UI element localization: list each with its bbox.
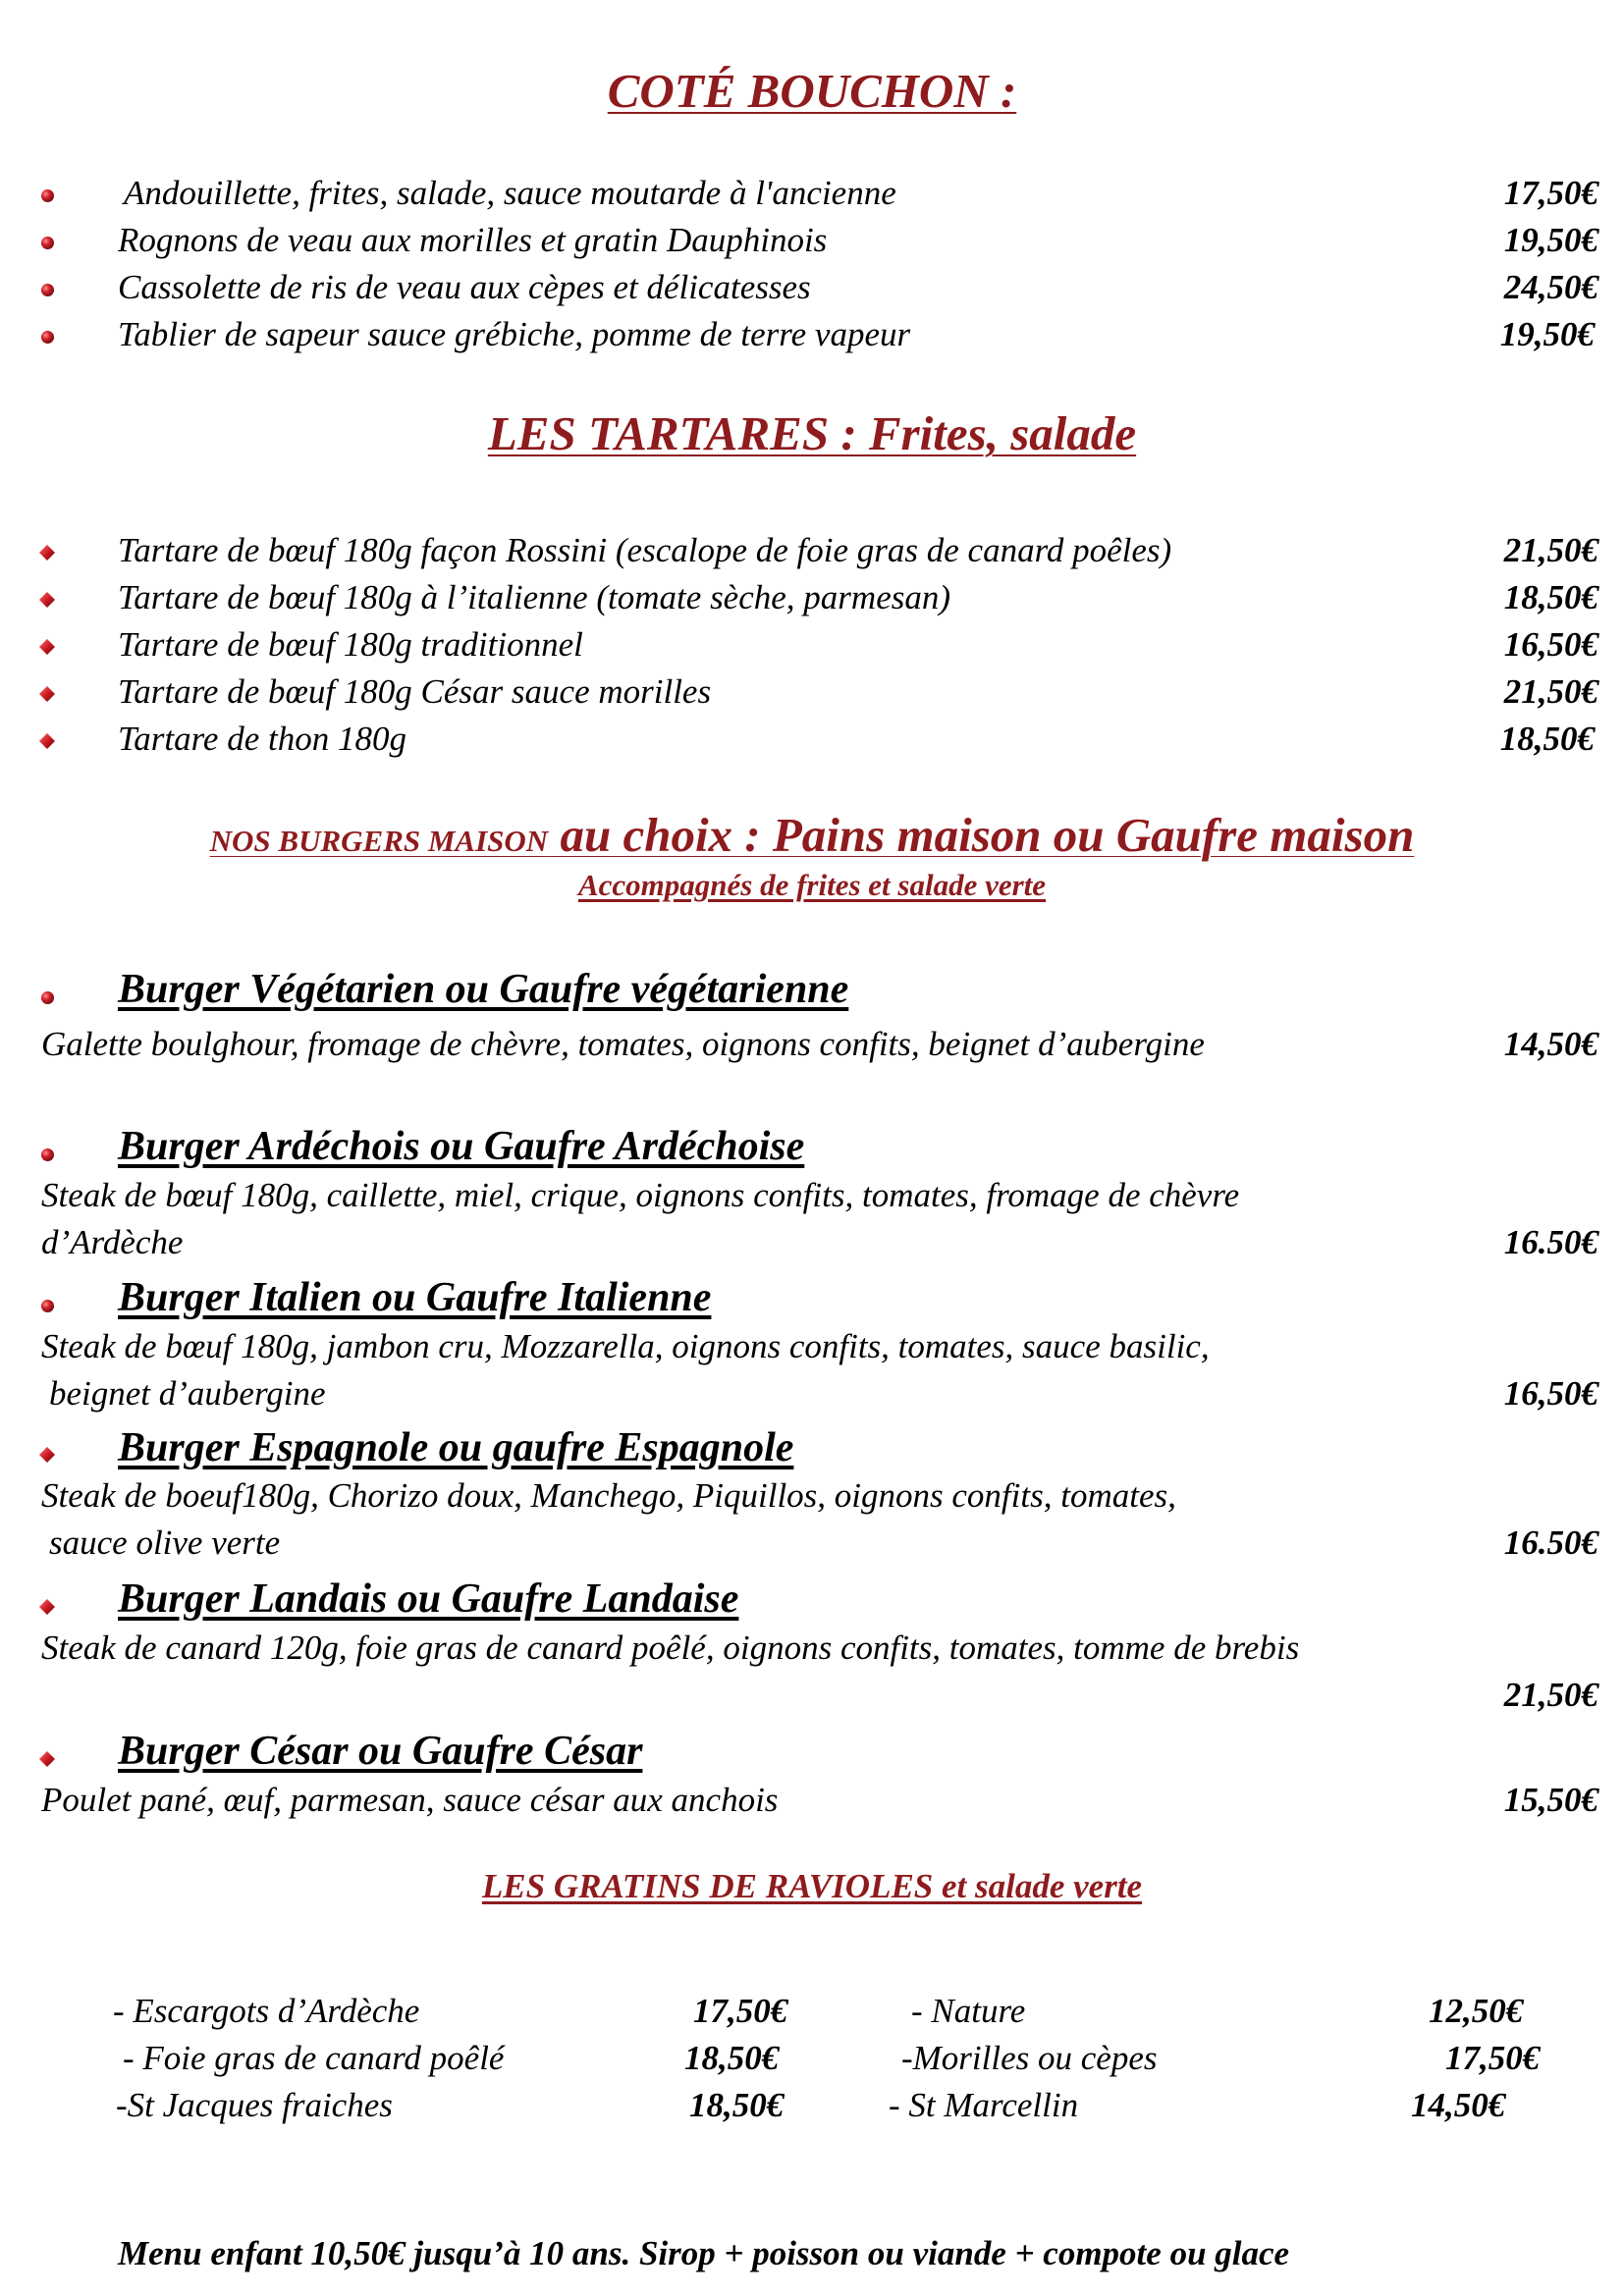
burger-name: Burger Italien ou Gaufre Italienne: [118, 1275, 712, 1320]
gratin-price: 14,50€: [1411, 2086, 1506, 2124]
dish-label: Tartare de bœuf 180g à l’italienne (tomate sèche, parmesan): [118, 578, 950, 616]
gratin-price: 18,50€: [684, 2039, 780, 2077]
red-diamond-bullet-icon: [39, 592, 55, 608]
gratin-label: - Nature: [911, 1992, 1026, 2030]
burger-description: Steak de bœuf 180g, caillette, miel, crique, oignons confits, tomates, fromage de chèvre: [41, 1176, 1240, 1214]
burgers-title-big: au choix : Pains maison ou Gaufre maison: [548, 808, 1415, 862]
burger-name: Burger Ardéchois ou Gaufre Ardéchoise: [118, 1124, 805, 1169]
list-item: [0, 574, 1624, 621]
gratin-price: 17,50€: [693, 1992, 788, 2030]
dish-label: Rognons de veau aux morilles et gratin Dauphinois: [118, 221, 828, 259]
gratin-label: - St Marcellin: [889, 2086, 1079, 2124]
gratin-label: -St Jacques fraiches: [116, 2086, 393, 2124]
red-diamond-bullet-icon: [39, 1599, 55, 1615]
gratin-label: - Escargots d’Ardèche: [113, 1992, 420, 2030]
dish-label: Cassolette de ris de veau aux cèpes et délicatesses: [118, 268, 811, 306]
dish-label: Tartare de bœuf 180g César sauce morilles: [118, 672, 712, 711]
gratin-price: 17,50€: [1445, 2039, 1541, 2077]
list-item: [0, 621, 1624, 668]
burger-price: 15,50€: [1503, 1781, 1598, 1819]
burger-price: 21,50€: [1503, 1676, 1598, 1714]
burger-name: Burger César ou Gaufre César: [118, 1729, 643, 1774]
dish-price: 21,50€: [1503, 672, 1598, 711]
burger-description: Steak de canard 120g, foie gras de canard poêlé, oignons confits, tomates, tomme de brebis: [41, 1629, 1300, 1667]
red-diamond-bullet-icon: [39, 686, 55, 702]
section-title-gratins: LES GRATINS DE RAVIOLES et salade verte: [481, 1867, 1143, 1905]
red-ball-bullet-icon: [41, 1148, 54, 1161]
red-diamond-bullet-icon: [39, 639, 55, 655]
gratin-price: 12,50€: [1429, 1992, 1524, 2030]
red-ball-bullet-icon: [41, 189, 54, 202]
burger-price: 16.50€: [1503, 1223, 1598, 1261]
kids-menu-note: Menu enfant 10,50€ jusqu’à 10 ans. Sirop + poisson ou viande + compote ou glace: [118, 2234, 1290, 2272]
dish-label: Andouillette, frites, salade, sauce moutarde à l'ancienne: [124, 174, 896, 212]
dish-price: 19,50€: [1503, 221, 1598, 259]
burger-description-cont: sauce olive verte: [49, 1523, 281, 1562]
burger-description: Poulet pané, œuf, parmesan, sauce césar aux anchois: [41, 1781, 779, 1819]
red-diamond-bullet-icon: [39, 1447, 55, 1463]
red-ball-bullet-icon: [41, 331, 54, 344]
list-item: [0, 668, 1624, 716]
list-item: [0, 170, 1624, 217]
burger-price: 16,50€: [1503, 1374, 1598, 1413]
red-diamond-bullet-icon: [39, 1751, 55, 1767]
red-ball-bullet-icon: [41, 284, 54, 296]
dish-label: Tartare de bœuf 180g traditionnel: [118, 625, 583, 664]
dish-label: Tartare de bœuf 180g façon Rossini (escalope de foie gras de canard poêles): [118, 531, 1172, 569]
list-item: [0, 716, 1624, 763]
list-item: [0, 217, 1624, 264]
dish-label: Tartare de thon 180g: [118, 720, 406, 758]
gratin-label: - Foie gras de canard poêlé: [123, 2039, 505, 2077]
burger-name: Burger Landais ou Gaufre Landaise: [118, 1576, 739, 1622]
burger-name: Burger Espagnole ou gaufre Espagnole: [118, 1425, 794, 1470]
section-title-tartares: LES TARTARES : Frites, salade: [487, 406, 1137, 460]
burger-description: Steak de bœuf 180g, jambon cru, Mozzarella, oignons confits, tomates, sauce basilic,: [41, 1327, 1210, 1365]
dish-price: 21,50€: [1503, 531, 1598, 569]
burger-description-cont: d’Ardèche: [41, 1223, 184, 1261]
section-title-cote-bouchon: COTÉ BOUCHON :: [607, 64, 1017, 118]
red-diamond-bullet-icon: [39, 545, 55, 561]
list-item: [0, 264, 1624, 311]
burgers-title-small: NOS BURGERS MAISON: [209, 824, 549, 858]
burger-price: 14,50€: [1503, 1025, 1598, 1063]
list-item: [0, 527, 1624, 574]
section-title-burgers: [0, 807, 1624, 863]
dish-price: 19,50€: [1499, 315, 1595, 353]
burger-description: Steak de boeuf180g, Chorizo doux, Manchego, Piquillos, oignons confits, tomates,: [41, 1476, 1176, 1515]
red-diamond-bullet-icon: [39, 733, 55, 749]
dish-price: 17,50€: [1503, 174, 1598, 212]
red-ball-bullet-icon: [41, 1300, 54, 1312]
red-ball-bullet-icon: [41, 991, 54, 1004]
dish-price: 24,50€: [1503, 268, 1598, 306]
burger-name: Burger Végétarien ou Gaufre végétarienne: [118, 967, 849, 1012]
dish-price: 16,50€: [1503, 625, 1598, 664]
dish-price: 18,50€: [1499, 720, 1595, 758]
gratin-label: -Morilles ou cèpes: [901, 2039, 1158, 2077]
burger-description-cont: beignet d’aubergine: [49, 1374, 326, 1413]
dish-price: 18,50€: [1503, 578, 1598, 616]
gratin-price: 18,50€: [689, 2086, 785, 2124]
burger-price: 16.50€: [1503, 1523, 1598, 1562]
red-ball-bullet-icon: [41, 237, 54, 249]
burger-description: Galette boulghour, fromage de chèvre, tomates, oignons confits, beignet d’aubergine: [41, 1025, 1205, 1063]
list-item: [0, 311, 1624, 358]
burgers-subtitle: Accompagnés de frites et salade verte: [577, 868, 1047, 902]
dish-label: Tablier de sapeur sauce grébiche, pomme de terre vapeur: [118, 315, 911, 353]
